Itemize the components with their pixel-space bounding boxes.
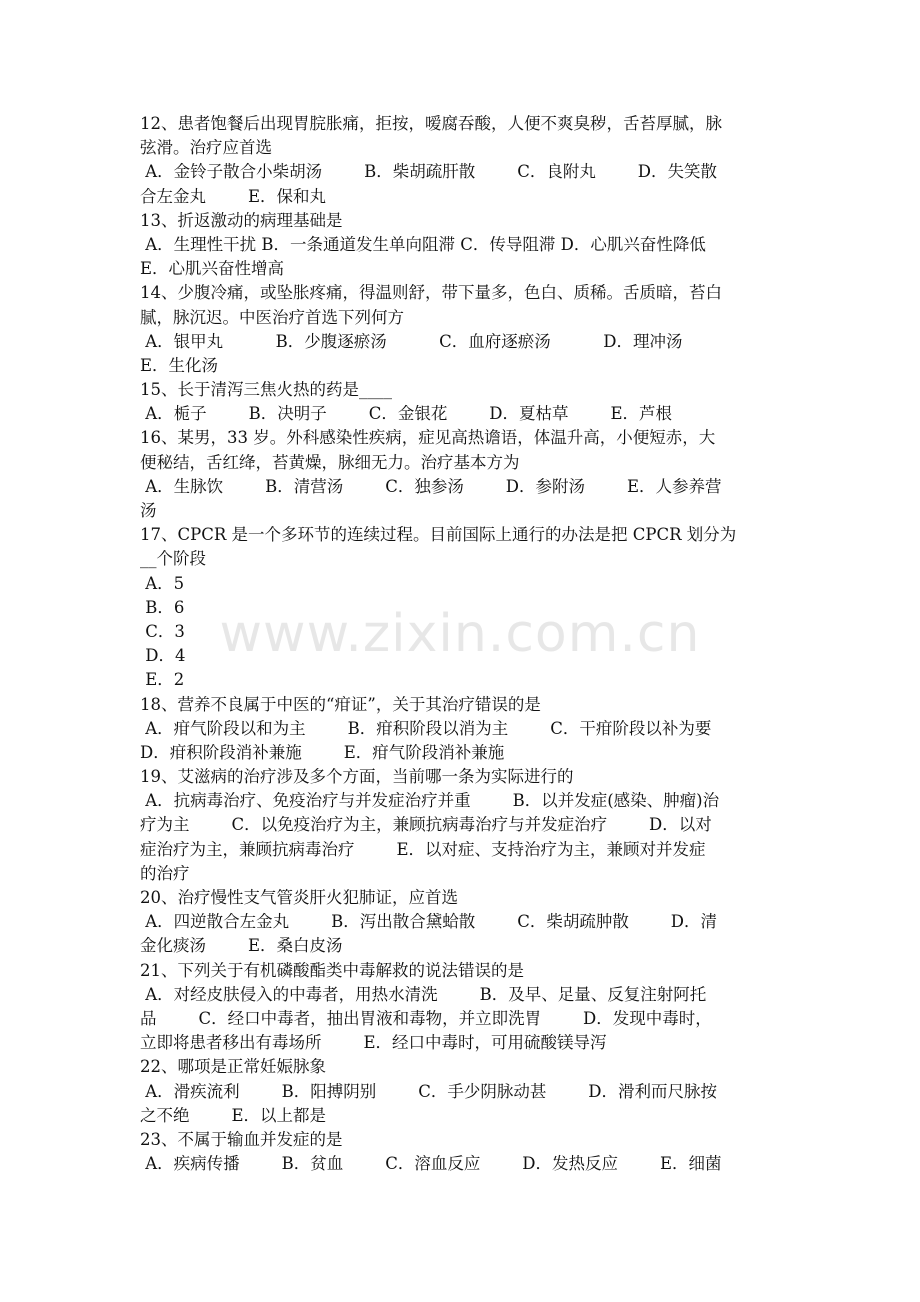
- text-line: 16、某男，33 岁。外科感染性疾病，症见高热谵语，体温升高，小便短赤，大: [140, 428, 716, 448]
- text-line: 便秘结，舌红绛，苔黄燥，脉细无力。治疗基本方为: [140, 452, 520, 472]
- text-line: 19、艾滋病的治疗涉及多个方面，当前哪一条为实际进行的: [140, 767, 574, 787]
- text-line: 17、CPCR 是一个多环节的连续过程。目前国际上通行的办法是把 CPCR 划分为: [140, 525, 737, 545]
- text-line: 立即将患者移出有毒场所 E．经口中毒时，可用硫酸镁导泻: [140, 1033, 607, 1053]
- document-body: [140, 112, 782, 1176]
- text-line: A．金铃子散合小柴胡汤 B．柴胡疏肝散 C．良附丸 D．失笑散: [140, 162, 718, 182]
- text-line: A．生理性干扰 B．一条通道发生单向阻滞 C．传导阻滞 D．心肌兴奋性降低: [140, 234, 706, 254]
- text-line: A．滑疾流利 B．阳搏阴别 C．手少阴脉动甚 D．滑利而尺脉按: [140, 1081, 718, 1101]
- text-line: E．2: [140, 670, 185, 690]
- text-line: A．四逆散合左金丸 B．泻出散合黛蛤散 C．柴胡疏肿散 D．清: [140, 912, 718, 932]
- text-line: __个阶段: [140, 549, 206, 569]
- text-line: E．生化汤: [140, 355, 219, 375]
- text-line: A．疾病传播 B．贫血 C．溶血反应 D．发热反应 E．细菌: [140, 1154, 722, 1174]
- text-line: 23、不属于输血并发症的是: [140, 1129, 343, 1149]
- text-line: A．抗病毒治疗、免疫治疗与并发症治疗并重 B．以并发症(感染、肿瘤)治: [140, 791, 720, 811]
- text-line: 22、哪项是正常妊娠脉象: [140, 1057, 326, 1077]
- text-line: 疗为主 C．以免疫治疗为主，兼顾抗病毒治疗与并发症治疗 D．以对: [140, 815, 712, 835]
- text-line: 14、少腹冷痛，或坠胀疼痛，得温则舒，带下量多，色白、质稀。舌质暗，苔白: [140, 283, 722, 303]
- text-line: B．6: [140, 597, 185, 617]
- text-line: C．3: [140, 621, 185, 641]
- text-line: 的治疗: [140, 863, 190, 883]
- text-line: 21、下列关于有机磷酸酯类中毒解救的说法错误的是: [140, 960, 524, 980]
- text-line: A．银甲丸 B．少腹逐瘀汤 C．血府逐瘀汤 D．理冲汤: [140, 331, 683, 351]
- text-line: E．心肌兴奋性增高: [140, 259, 285, 279]
- text-line: D．疳积阶段消补兼施 E．疳气阶段消补兼施: [140, 742, 505, 762]
- text-line: 金化痰汤 E．桑白皮汤: [140, 936, 343, 956]
- text-line: 15、长于清泻三焦火热的药是____: [140, 380, 392, 400]
- text-line: A．生脉饮 B．清营汤 C．独参汤 D．参附汤 E．人参养营: [140, 476, 722, 496]
- watermark: www.zixin.com.cn: [219, 604, 701, 664]
- text-line: 之不绝 E．以上都是: [140, 1105, 327, 1125]
- text-line: A．对经皮肤侵入的中毒者，用热水清洗 B．及早、足量、反复注射阿托: [140, 984, 707, 1004]
- text-line: A．5: [140, 573, 185, 593]
- text-line: 腻，脉沉迟。中医治疗首选下列何方: [140, 307, 404, 327]
- text-line: 20、治疗慢性支气管炎肝火犯肺证，应首选: [140, 888, 458, 907]
- text-line: 12、患者饱餐后出现胃脘胀痛，拒按，嗳腐吞酸，人便不爽臭秽，舌苔厚腻，脉: [140, 114, 722, 133]
- text-line: 汤: [140, 501, 157, 520]
- text-line: 症治疗为主，兼顾抗病毒治疗 E．以对症、支持治疗为主，兼顾对并发症: [140, 839, 706, 859]
- text-line: 18、营养不良属于中医的“疳证”，关于其治疗错误的是: [140, 694, 541, 714]
- text-line: D．4: [140, 646, 186, 666]
- text-line: 弦滑。治疗应首选: [140, 138, 272, 158]
- text-line: 品 C．经口中毒者，抽出胃液和毒物，并立即洗胃 D．发现中毒时，: [140, 1008, 712, 1028]
- text-line: A．栀子 B．决明子 C．金银花 D．夏枯草 E．芦根: [140, 404, 673, 424]
- text-line: 13、折返激动的病理基础是: [140, 210, 343, 230]
- text-line: A．疳气阶段以和为主 B．疳积阶段以消为主 C．干疳阶段以补为要: [140, 718, 712, 738]
- text-line: 合左金丸 E．保和丸: [140, 186, 327, 206]
